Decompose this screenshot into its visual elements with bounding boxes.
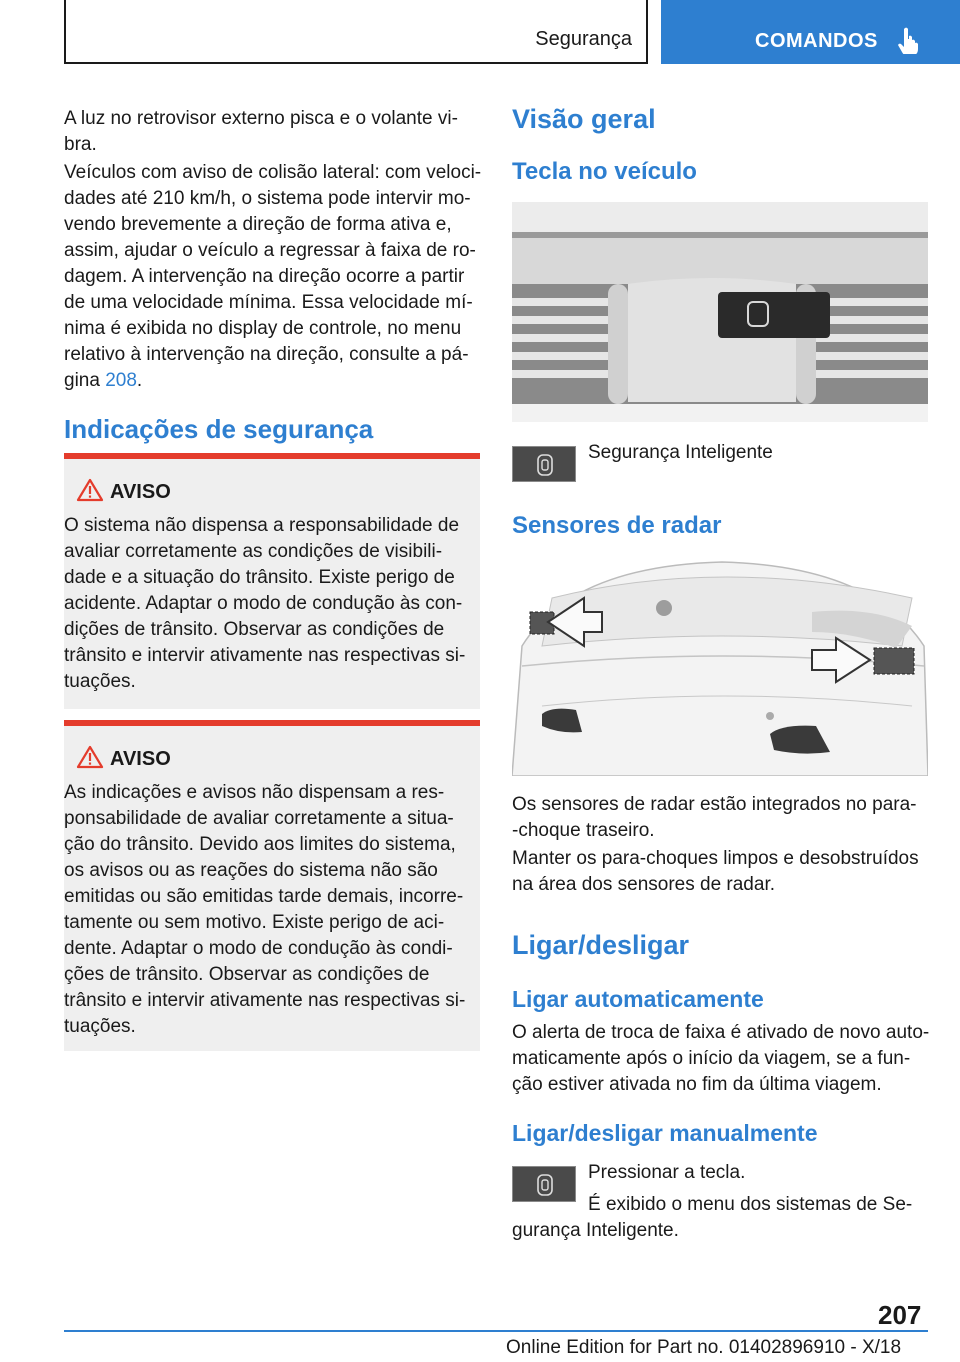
line: na área dos sensores de radar. — [512, 874, 776, 895]
heading-manual: Ligar/desligar manualmente — [512, 1120, 818, 1146]
heading-overview: Visão geral — [512, 104, 656, 134]
manual-menu-line2: gurança Inteligente. — [512, 1220, 679, 1241]
line: trânsito e intervir ativamente nas respectivas si- — [64, 990, 466, 1011]
heading-key: Tecla no veículo — [512, 158, 697, 185]
paragraph-radar-2 — [512, 846, 932, 898]
line: tuações. — [64, 671, 136, 692]
warning-title: AVISO — [110, 748, 171, 770]
line: dente. Adaptar o modo de condução às condi- — [64, 938, 453, 959]
line: dades até 210 km/h, o sistema pode intervir mo- — [64, 188, 471, 209]
manual-press: Pressionar a tecla. — [588, 1162, 746, 1183]
intelligent-safety-button-icon — [512, 1166, 576, 1202]
line: relativo à intervenção na direção, consulte a pá- — [64, 344, 469, 365]
line: ção estiver ativada no fim da última viagem. — [512, 1074, 882, 1095]
line: vendo brevemente a direção de forma ativa e, — [64, 214, 452, 235]
line: -choque traseiro. — [512, 820, 655, 841]
dashboard-button-illustration — [512, 202, 928, 422]
hand-pointer-icon — [896, 26, 922, 54]
line: assim, ajudar o veículo a regressar à faixa de ro- — [64, 240, 476, 261]
edition-note: Online Edition for Part no. 01402896910 - X/18 — [506, 1337, 902, 1358]
warning-text — [64, 513, 478, 695]
line: dade e a situação do trânsito. Existe perigo de — [64, 567, 455, 588]
line: tuações. — [64, 1016, 136, 1037]
warning-title: AVISO — [110, 481, 171, 503]
text: . — [136, 370, 143, 391]
line: acidente. Adaptar o modo de condução às con- — [64, 593, 463, 614]
line: trânsito e intervir ativamente nas respectivas si- — [64, 645, 466, 666]
line: O sistema não dispensa a responsabilidade de — [64, 515, 460, 536]
paragraph-radar-1 — [512, 792, 932, 844]
page-number: 207 — [878, 1300, 922, 1330]
warning-box-2 — [64, 720, 480, 1051]
paragraph-side-collision — [64, 160, 484, 394]
section-tab — [64, 0, 648, 64]
paragraph-mirror — [64, 106, 482, 158]
line: ponsabilidade de avaliar corretamente a situa- — [64, 808, 454, 829]
page-link-208[interactable]: 208 — [105, 370, 137, 391]
line: tamente ou sem motivo. Existe perigo de aci- — [64, 912, 445, 933]
dashboard-drawing — [512, 202, 928, 422]
line: Veículos com aviso de colisão lateral: com veloci- — [64, 162, 482, 183]
heading-auto: Ligar automaticamente — [512, 986, 764, 1012]
warning-text — [64, 780, 478, 1040]
line — [64, 368, 484, 394]
line: O alerta de troca de faixa é ativado de novo auto- — [512, 1022, 930, 1043]
manual-menu-line1: É exibido o menu dos sistemas de Se- — [588, 1194, 913, 1215]
warning-triangle-icon — [76, 745, 104, 769]
line: os avisos ou as reações do sistema não são — [64, 860, 438, 881]
footer-divider — [64, 1330, 928, 1332]
page-header — [0, 0, 960, 66]
text: gina — [64, 370, 106, 391]
chapter-title: COMANDOS — [755, 30, 878, 52]
line: Manter os para-choques limpos e desobstruídos — [512, 848, 919, 869]
line: ção do trânsito. Devido aos limites do sistema, — [64, 834, 456, 855]
line: dagem. A intervenção na direção ocorre a partir — [64, 266, 465, 287]
car-rear-radar-illustration — [512, 556, 928, 776]
section-title: Segurança — [535, 28, 632, 50]
key-label: Segurança Inteligente — [588, 442, 773, 463]
warning-triangle-icon — [76, 478, 104, 502]
line: Os sensores de radar estão integrados no para- — [512, 794, 917, 815]
line: ções de trânsito. Observar as condições de — [64, 964, 430, 985]
intelligent-safety-button-icon — [512, 446, 576, 482]
line: dições de trânsito. Observar as condições de — [64, 619, 445, 640]
heading-safety: Indicações de segurança — [64, 414, 374, 444]
paragraph-auto — [512, 1020, 932, 1098]
heading-radar: Sensores de radar — [512, 512, 722, 539]
line: As indicações e avisos não dispensam a res- — [64, 782, 445, 803]
line: emitidas ou são emitidas tarde demais, incorre- — [64, 886, 464, 907]
line: de uma velocidade mínima. Essa velocidade mí- — [64, 292, 473, 313]
text: A luz no retrovisor externo pisca e o volante vi- bra. — [64, 108, 458, 155]
line: nima é exibida no display de controle, no menu — [64, 318, 462, 339]
car-rear-drawing — [512, 556, 928, 776]
warning-box-1 — [64, 453, 480, 709]
line: maticamente após o início da viagem, se a fun- — [512, 1048, 911, 1069]
line: avaliar corretamente as condições de visibili- — [64, 541, 443, 562]
heading-on-off: Ligar/desligar — [512, 930, 690, 960]
